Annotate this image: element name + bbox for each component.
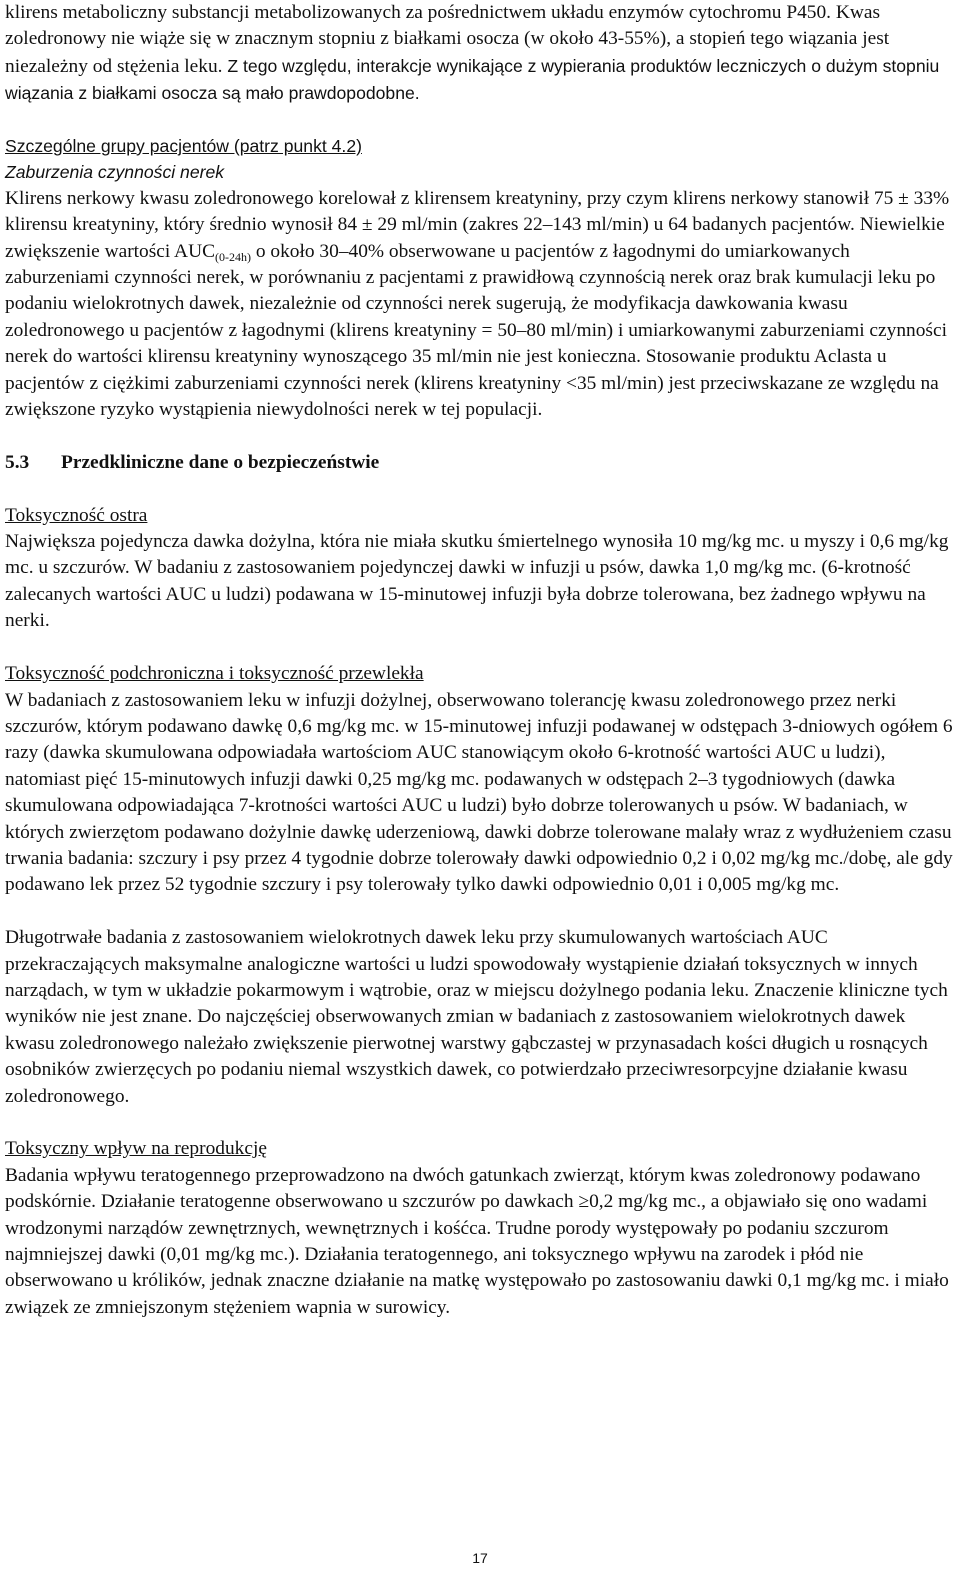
metabolism-text-sans: Z tego względu, interakcje wynikające z wypierania produktów leczniczych o dużym stopniu wiązania z białkami osocza są mało prawdopodobne. [5,55,940,104]
subchronic-toxicity-heading: Toksyczność podchroniczna i toksyczność przewlekła [5,663,424,685]
reproduction-toxicity-text: Badania wpływu teratogennego przeprowadzono na dwóch gatunkach zwierząt, którym kwas zoledronowy podawano podskórnie. Działanie teratogenne obserwowano u szczurów po dawkach ≥0,2 mg/kg mc., a objawiało się ono wadami wrodzonymi narządów zewnętrznych, wewnętrznych i kośćca. Trudne porody występowały po podaniu szczurom najmniejszej dawki (0,01 mg/kg mc.). Działania teratogennego, ani toksycznego wpływu na zarodek i płód nie obserwowano u królików, jednak znaczne działanie na matkę występowało po zastosowaniu dawki 0,1 mg/kg mc. i miało związek ze zmniejszonym stężeniem wapnia w surowicy. [5,1164,949,1318]
special-groups-section [5,133,955,186]
acute-toxicity-heading: Toksyczność ostra [5,504,148,526]
renal-text-part-b: Niewielkie zwiększenie wartości AUC [5,214,945,262]
document-page [5,0,955,1321]
special-groups-heading: Szczególne grupy pacjentów (patrz punkt 4.2) [5,136,362,157]
reproduction-toxicity-heading: Toksyczny wpływ na reprodukcję [5,1138,267,1160]
metabolism-text-serif: klirens metaboliczny substancji metabolizowanych za pośrednictwem układu enzymów cytochromu P450. Kwas zoledronowy nie wiąże się w znacznym stopniu z białkami osocza (w około 43-55%), a stopień tego wiązania jest niezależny od stężenia leku. [5,2,890,77]
acute-toxicity-text: Największa pojedyncza dawka dożylna, która nie miała skutku śmiertelnego wynosiła 10 mg/kg mc. u myszy i 0,6 mg/kg mc. u szczurów. W badaniu z zastosowaniem pojedynczej dawki w infuzji u psów, dawka 1,0 mg/kg mc. (6-krotność zalecanych wartości AUC u ludzi) podawana w 15-minutowej infuzji była dobrze tolerowana, bez żadnego wpływu na nerki. [5,531,949,632]
subchronic-toxicity-text: W badaniach z zastosowaniem leku w infuzji dożylnej, obserwowano tolerancję kwasu zoledronowego przez nerki szczurów, którym podawano dawkę 0,6 mg/kg mc. w 15-minutowej infuzji podawanej w odstępach 3-dniowych ogółem 6 razy (dawka skumulowana odpowiadała wartościom AUC stanowiącym około 6-krotność wartości AUC u ludzi), natomiast pięć 15-minutowych infuzji dawki 0,25 mg/kg mc. podawanych w odstępach 2–3 tygodniowych (dawka skumulowana odpowiadająca 7-krotności wartości AUC u ludzi) było dobrze tolerowanych u psów. W badaniach, w których zwierzętom podawano dożylnie dawkę uderzeniową, dawki dobrze tolerowane malały wraz z wydłużeniem czasu trwania badania: szczury i psy przez 4 tygodnie dobrze tolerowały dawki odpowiednio 0,2 i 0,02 mg/kg mc./dobę, ale gdy podawano lek przez 52 tygodnie szczury i psy tolerowały tylko dawki odpowiednio 0,01 i 0,005 mg/kg mc. [5,689,953,896]
paragraph-metabolism [5,0,955,107]
section-title: Przedkliniczne dane o bezpieczeństwie [61,451,380,473]
renal-text-part-c: o około 30–40% obserwowane u pacjentów z łagodnymi do umiarkowanych zaburzeniami czynności nerek, w porównaniu z pacjentami z prawidłową czynnością nerek oraz brak kumulacji leku po podaniu wielokrotnych dawek, niezależnie od czynności nerek sugerują, że modyfikacja dawkowania kwasu zoledronowego u pacjentów z łagodnymi (klirens kreatyniny = 50–80 ml/min) i umiarkowanymi zaburzeniami czynności nerek do wartości klirensu kreatyniny wynoszącego 35 ml/min nie jest konieczna. Stosowanie produktu Aclasta u pacjentów z ciężkimi zaburzeniami czynności nerek (klirens kreatyniny <35 ml/min) jest przeciwskazane ze względu na zwiększone ryzyko wystąpienia niewydolności nerek w tej populacji. [5,240,947,421]
longterm-studies-text: Długotrwałe badania z zastosowaniem wielokrotnych dawek leku przy skumulowanych wartościach AUC przekraczających maksymalne analogiczne wartości u ludzi spowodowały wystąpienie działań toksycznych w innych narządach, w tym w układzie pokarmowym i wątrobie, oraz w miejscu dożylnego podania leku. Znaczenie kliniczne tych wyników nie jest znane. Do najczęściej obserwowanych zmian w badaniach z zastosowaniem wielokrotnych dawek kwasu zoledronowego należało zwiększenie pierwotnej warstwy gąbczastej w przynasadach kości długich u rosnących osobników zwierzęcych po podaniu niemal wszystkich dawek, co potwierdzało przeciwresorpcyjne działanie kwasu zoledronowego. [5,927,948,1107]
renal-impairment-subheading: Zaburzenia czynności nerek [5,162,225,183]
auc-subscript: (0-24h) [215,249,252,264]
page-number: 17 [472,1550,488,1566]
section-number: 5.3 [5,451,30,473]
renal-text-part-a: Klirens nerkowy kwasu zoledronowego korelował z klirensem kreatyniny, przy czym klirens nerkowy stanowił 75 ± 33% klirensu kreatyniny, który średnio wynosił 84 ± 29 ml/min (zakres 22–143 ml/min) u 64 badanych pacjentów. [5,187,950,236]
section-5-3-heading [5,450,955,476]
paragraph-renal-impairment [5,186,955,424]
